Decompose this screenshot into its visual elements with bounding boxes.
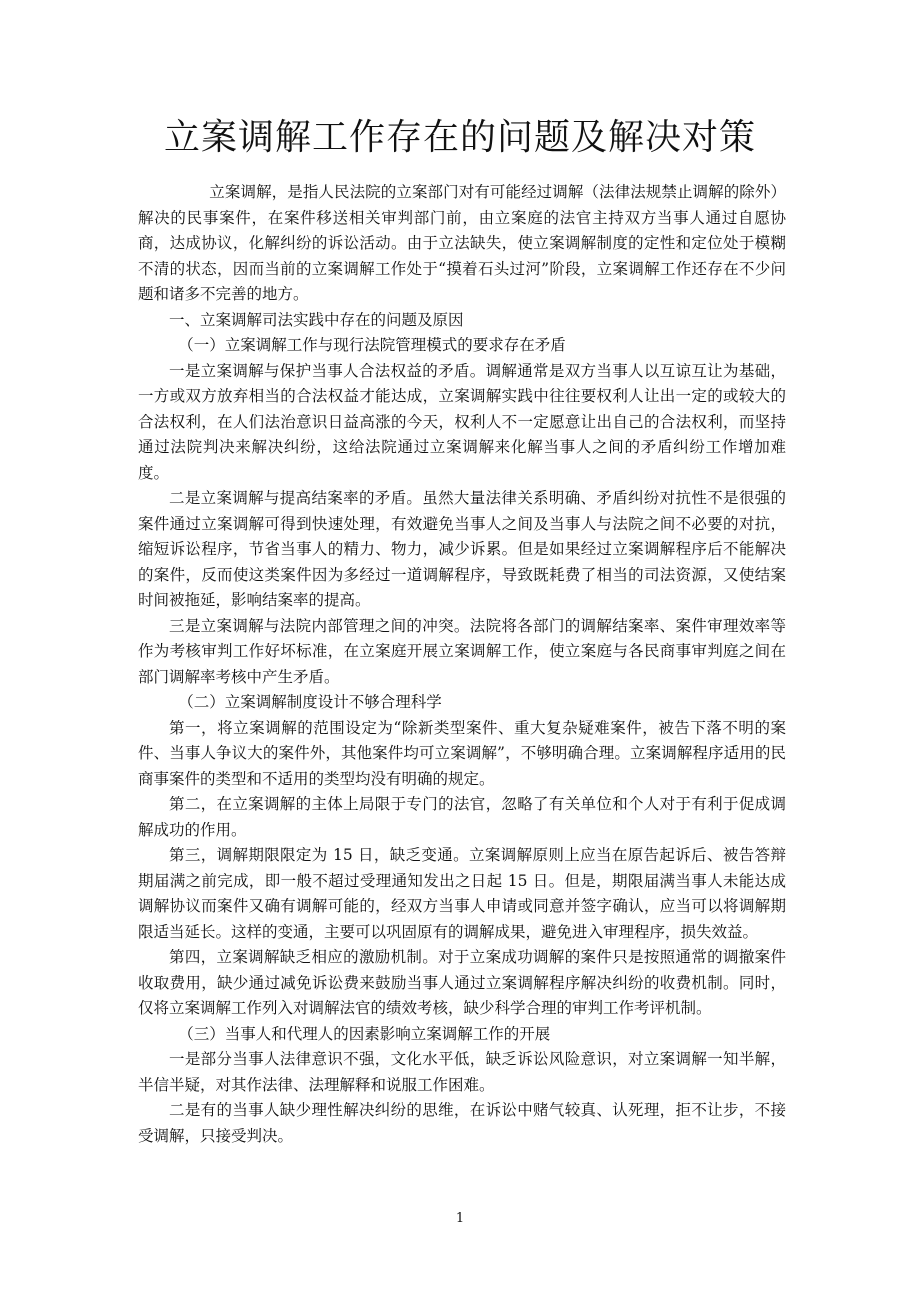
document-body <box>138 180 786 1149</box>
body-paragraph: 二是有的当事人缺少理性解决纠纷的思维，在诉讼中赌气较真、认死理，拒不让步，不接受调解，只接受判决。 <box>138 1101 786 1145</box>
body-paragraph: 三是立案调解与法院内部管理之间的冲突。法院将各部门的调解结案率、案件审理效率等作为考核审判工作好坏标准，在立案庭开展立案调解工作，使立案庭与各民商事审判庭之间在部门调解率考核中产生矛盾。 <box>138 616 786 686</box>
subsection-heading: （三）当事人和代理人的因素影响立案调解工作的开展 <box>178 1024 551 1043</box>
intro-paragraph: 立案调解，是指人民法院的立案部门对有可能经过调解（法律法规禁止调解的除外）解决的民事案件，在案件移送相关审判部门前，由立案庭的法官主持双方当事人通过自愿协商，达成协议，化解纠纷的诉讼活动。由于立法缺失，使立案调解制度的定性和定位处于模糊不清的状态，因而当前的立案调解工作处于“摸着石头过河”阶段，立案调解工作还存在不少问题和诸多不完善的地方。 <box>138 183 786 303</box>
body-paragraph: 二是立案调解与提高结案率的矛盾。虽然大量法律关系明确、矛盾纠纷对抗性不是很强的案件通过立案调解可得到快速处理，有效避免当事人之间及当事人与法院之间不必要的对抗，缩短诉讼程序，节省当事人的精力、物力，减少诉累。但是如果经过立案调解程序后不能解决的案件，反而使这类案件因为多经过一道调解程序，导致既耗费了相当的司法资源，又使结案时间被拖延，影响结案率的提高。 <box>138 489 786 609</box>
body-paragraph: 第四，立案调解缺乏相应的激励机制。对于立案成功调解的案件只是按照通常的调撤案件收取费用，缺少通过减免诉讼费来鼓励当事人通过立案调解程序解决纠纷的收费机制。同时，仅将立案调解工作列入对调解法官的绩效考核，缺少科学合理的审判工作考评机制。 <box>138 948 786 1017</box>
page-number: 1 <box>455 1211 465 1226</box>
body-paragraph: 一是部分当事人法律意识不强，文化水平低，缺乏诉讼风险意识，对立案调解一知半解，半信半疑，对其作法律、法理解释和说服工作困难。 <box>138 1050 786 1094</box>
body-paragraph: 一是立案调解与保护当事人合法权益的矛盾。调解通常是双方当事人以互谅互让为基础，一方或双方放弃相当的合法权益才能达成，立案调解实践中往往要权利人让出一定的或较大的合法权利，在人们法治意识日益高涨的今天，权利人不一定愿意让出自己的合法权利，而坚持通过法院判决来解决纠纷，这给法院通过立案调解来化解当事人之间的矛盾纠纷工作增加难度。 <box>138 361 786 482</box>
subsection-heading: （二）立案调解制度设计不够合理科学 <box>178 693 442 711</box>
document-title: 立案调解工作存在的问题及解决对策 <box>163 117 756 158</box>
body-paragraph: 第一，将立案调解的范围设定为“除新类型案件、重大复杂疑难案件，被告下落不明的案件、当事人争议大的案件外，其他案件均可立案调解”，不够明确合理。立案调解程序适用的民商事案件的类型和不适用的类型均没有明确的规定。 <box>138 718 786 788</box>
section-heading: 一、立案调解司法实践中存在的问题及原因 <box>169 310 464 329</box>
body-paragraph: 第三，调解期限限定为 15 日，缺乏变通。立案调解原则上应当在原告起诉后、被告答辩期届满之前完成，即一般不超过受理通知发出之日起 15 日。但是，期限届满当事人未能达成调解协议而案件又确有调解可能的，经双方当事人申请或同意并签字确认，应当可以将调解期限适当延长。这样的变通，主要可以巩固原有的调解成果，避免进入审理程序，损失效益。 <box>138 846 786 941</box>
subsection-heading: （一）立案调解工作与现行法院管理模式的要求存在矛盾 <box>178 336 566 354</box>
body-paragraph: 第二，在立案调解的主体上局限于专门的法官，忽略了有关单位和个人对于有利于促成调解成功的作用。 <box>138 795 786 839</box>
